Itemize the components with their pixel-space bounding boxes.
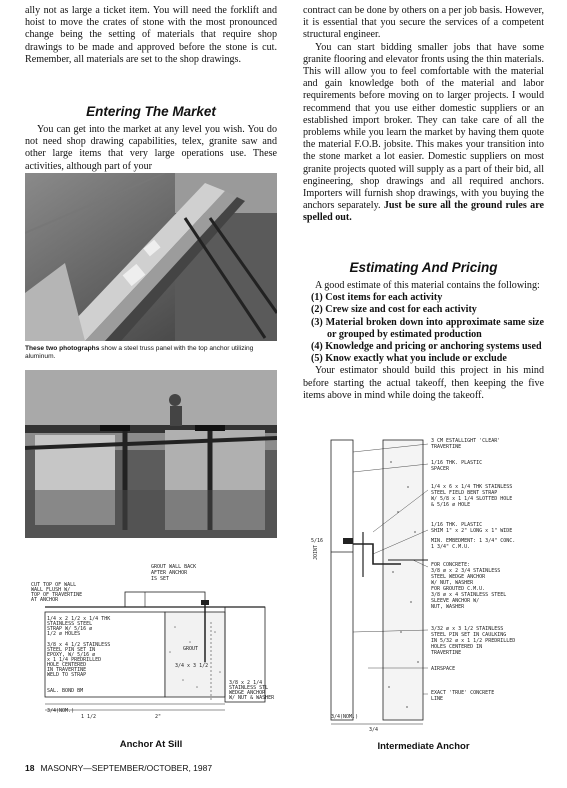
sill-label-21: W/ NUT & WASHER (229, 695, 275, 701)
sill-label-20: WEDGE ANCHOR (229, 690, 266, 696)
list-item: (2) Crew size and cost for each activity (311, 304, 477, 316)
left-para-1: ally not as large a ticket item. You will need the forklift and hoist to move the crates of stone with the most pronounced change being the setting of materials that require shop drawings to be made and approved before the stone is cut. Remember, all materials are set to the shop drawings. (25, 5, 277, 65)
sill-label-3: CUT TOP OF WALL (31, 582, 77, 588)
int-label-11: 1 3/4" C.M.U. (431, 544, 471, 550)
sill-label-4: WALL FLUSH W/ (31, 587, 71, 593)
sill-label-12: STEEL PIN SET IN (47, 647, 96, 653)
int-label-1: TRAVERTINE (431, 444, 462, 450)
right-para-3: A good estimate of this material contains the following: (315, 280, 540, 291)
list-item: (4) Knowledge and pricing or anchoring systems used (311, 341, 542, 353)
photo-2-image (25, 370, 277, 538)
page-number: 18 (25, 763, 35, 773)
int-label-26: EXACT 'TRUE' CONCRETE (431, 690, 495, 696)
page-footer (25, 763, 212, 773)
int-label-18: SLEEVE ANCHOR W/ (431, 598, 480, 604)
list-item: (1) Cost items for each activity (311, 292, 443, 304)
sill-label-13: EPOXY, W/ 5/16 ø (47, 652, 96, 658)
int-label-21: STEEL PIN SET IN CAULKING (431, 632, 507, 638)
anchor-at-sill-drawing (25, 552, 277, 728)
int-label-17: 3/8 ø x 4 STAINLESS STEEL (431, 592, 507, 598)
sill-label-1: AFTER ANCHOR (151, 570, 188, 576)
sill-label-5: TOP OF TRAVERTINE (31, 592, 83, 598)
list-item: (5) Know exactly what you include or exclude (311, 353, 507, 365)
int-label-19: NUT, WASHER (431, 604, 465, 610)
photo-steel-truss-1 (25, 173, 277, 341)
sill-label-26: 3/4 x 3 1/2 (175, 663, 209, 669)
int-label-3: SPACER (431, 466, 450, 472)
sill-label-0: GROUT WALL BACK (151, 564, 197, 570)
int-label-28: JOINT (313, 544, 319, 560)
int-label-25: AIRSPACE (431, 666, 456, 672)
int-label-8: 1/16 THK. PLASTIC (431, 522, 483, 528)
int-label-9: SHIM 1" x 2" LONG x 1" WIDE (431, 528, 513, 534)
int-label-0: 3 CM ESTALLIGHT 'CLEAR' (431, 438, 501, 444)
right-para-4: Your estimator should build this project in his mind before starting the actual takeoff, then keeping the five items above in mind while doing the takeoff. (303, 365, 544, 401)
int-label-23: HOLES CENTERED IN (431, 644, 483, 650)
right-para-2-bold: Just be sure all the ground rules are spelled out. (303, 200, 544, 224)
caption-intermediate-anchor: Intermediate Anchor (377, 741, 470, 752)
right-column-bottom (303, 280, 544, 402)
sill-label-16: IN TRAVERTINE (47, 667, 87, 673)
int-label-20: 3/32 ø x 3 1/2 STAINLESS (431, 626, 504, 632)
int-label-29: 3/4 (369, 727, 379, 732)
sill-label-22: SAL. BOND BM (47, 688, 84, 694)
int-label-6: W/ 5/8 x 1 1/4 SLOTTED HOLE (431, 496, 513, 502)
sill-label-19: STAINLESS STL (229, 685, 269, 691)
photo-1-image (25, 173, 277, 341)
left-column-mid (25, 124, 277, 173)
int-label-27: LINE (431, 696, 444, 702)
caption-anchor-at-sill: Anchor At Sill (119, 739, 183, 750)
photo-caption-text: show a steel truss panel with the top anchor utilizing aluminum. (25, 345, 254, 361)
int-label-2: 1/16 THK. PLASTIC (431, 460, 483, 466)
sill-label-7: 1/4 x 2 1/2 x 1/4 THK (47, 616, 111, 622)
sill-label-11: 3/8 x 4 1/2 STAINLESS (47, 642, 111, 648)
sill-label-2: IS SET (151, 576, 170, 582)
int-label-14: STEEL WEDGE ANCHOR (431, 574, 486, 580)
int-label-7: & 5/16 ø HOLE (431, 502, 471, 508)
list-item: (3) Material broken down into approximate same size or grouped by estimated production (311, 316, 544, 340)
sill-label-10: 1/2 ø HOLES (47, 631, 81, 637)
int-label-12: FOR CONCRETE: (431, 562, 471, 568)
int-label-15: W/ NUT, WASHER (431, 580, 474, 586)
int-label-30: 3/4(NOM.) (331, 714, 359, 720)
sill-label-14: x 1 1/4 PREDRILLED (47, 657, 102, 663)
right-para-2-text: You can start bidding smaller jobs that have some granite flooring and elevator fronts using the thin materials. This will allow you to feel comfortable with the material and gain knowledge both of the material and labor requirements before moving on to larger projects. I would recommend that you use either domestic suppliers or an established import broker. They can take care of all the problems while you learn the market by having them quote the material F.O.B. jobsite. This makes your transition into the stone market a lot easier. Domestic suppliers on most granite projects quoted will supply as a part of their bid, all engineering, shop drawings and all required anchors. Importers will furnish shop drawings, with you buying the anchors separately. (303, 41, 544, 212)
sill-label-18: 3/8 x 2 1/4 (229, 680, 263, 686)
footer-text: MASONRY—SEPTEMBER/OCTOBER, 1987 (40, 763, 213, 773)
sill-label-6: AT ANCHOR (31, 597, 59, 603)
photo-caption-bold: These two photographs (25, 345, 100, 352)
photo-caption (25, 345, 277, 362)
left-column-top (25, 5, 277, 66)
left-para-2: You can get into the market at any level you wish. You do not need shop drawing capabilities, telex, granite saw and other large items that very large operations use. These activities, although part of your (25, 124, 277, 172)
sill-label-15: HOLE CENTERED (47, 662, 87, 668)
int-label-24: TRAVERTINE (431, 650, 462, 656)
sill-label-24: 2" (155, 714, 162, 720)
right-para-1: contract can be done by others on a per job basis. However, it is essential that you secure the services of a competent structural engineer. (303, 5, 544, 41)
int-label-16: FOR GROUTED C.M.U. (431, 586, 486, 592)
right-column-top (303, 5, 544, 225)
int-label-22: IN 5/32 ø x 1 1/2 PREDRILLED (431, 638, 516, 644)
int-label-10: MIN. EMBEDMENT: 1 3/4" CONC. (431, 538, 516, 544)
int-label-5: STEEL FIELD BENT STRAP (431, 490, 498, 496)
sill-label-23: 1 1/2 (81, 714, 97, 720)
heading-estimating-pricing: Estimating And Pricing (349, 260, 498, 275)
right-para-2 (303, 42, 544, 225)
sill-label-25: GROUT (183, 646, 199, 652)
heading-entering-market: Entering The Market (86, 104, 216, 119)
sill-label-27: 3/4(NOM.) (47, 708, 75, 714)
int-label-4: 1/4 x 6 x 1/4 THK STAINLESS (431, 484, 513, 490)
int-label-31: 5/16 (311, 538, 324, 544)
sill-label-17: WELD TO STRAP (47, 672, 87, 678)
int-label-13: 3/8 ø x 2 3/4 STAINLESS (431, 568, 501, 574)
intermediate-anchor-drawing (303, 432, 548, 732)
estimate-list (303, 292, 544, 365)
photo-steel-truss-2 (25, 370, 277, 538)
sill-label-8: STAINLESS STEEL (47, 621, 93, 627)
sill-label-9: STRAP W/ 5/16 ø (47, 626, 93, 632)
